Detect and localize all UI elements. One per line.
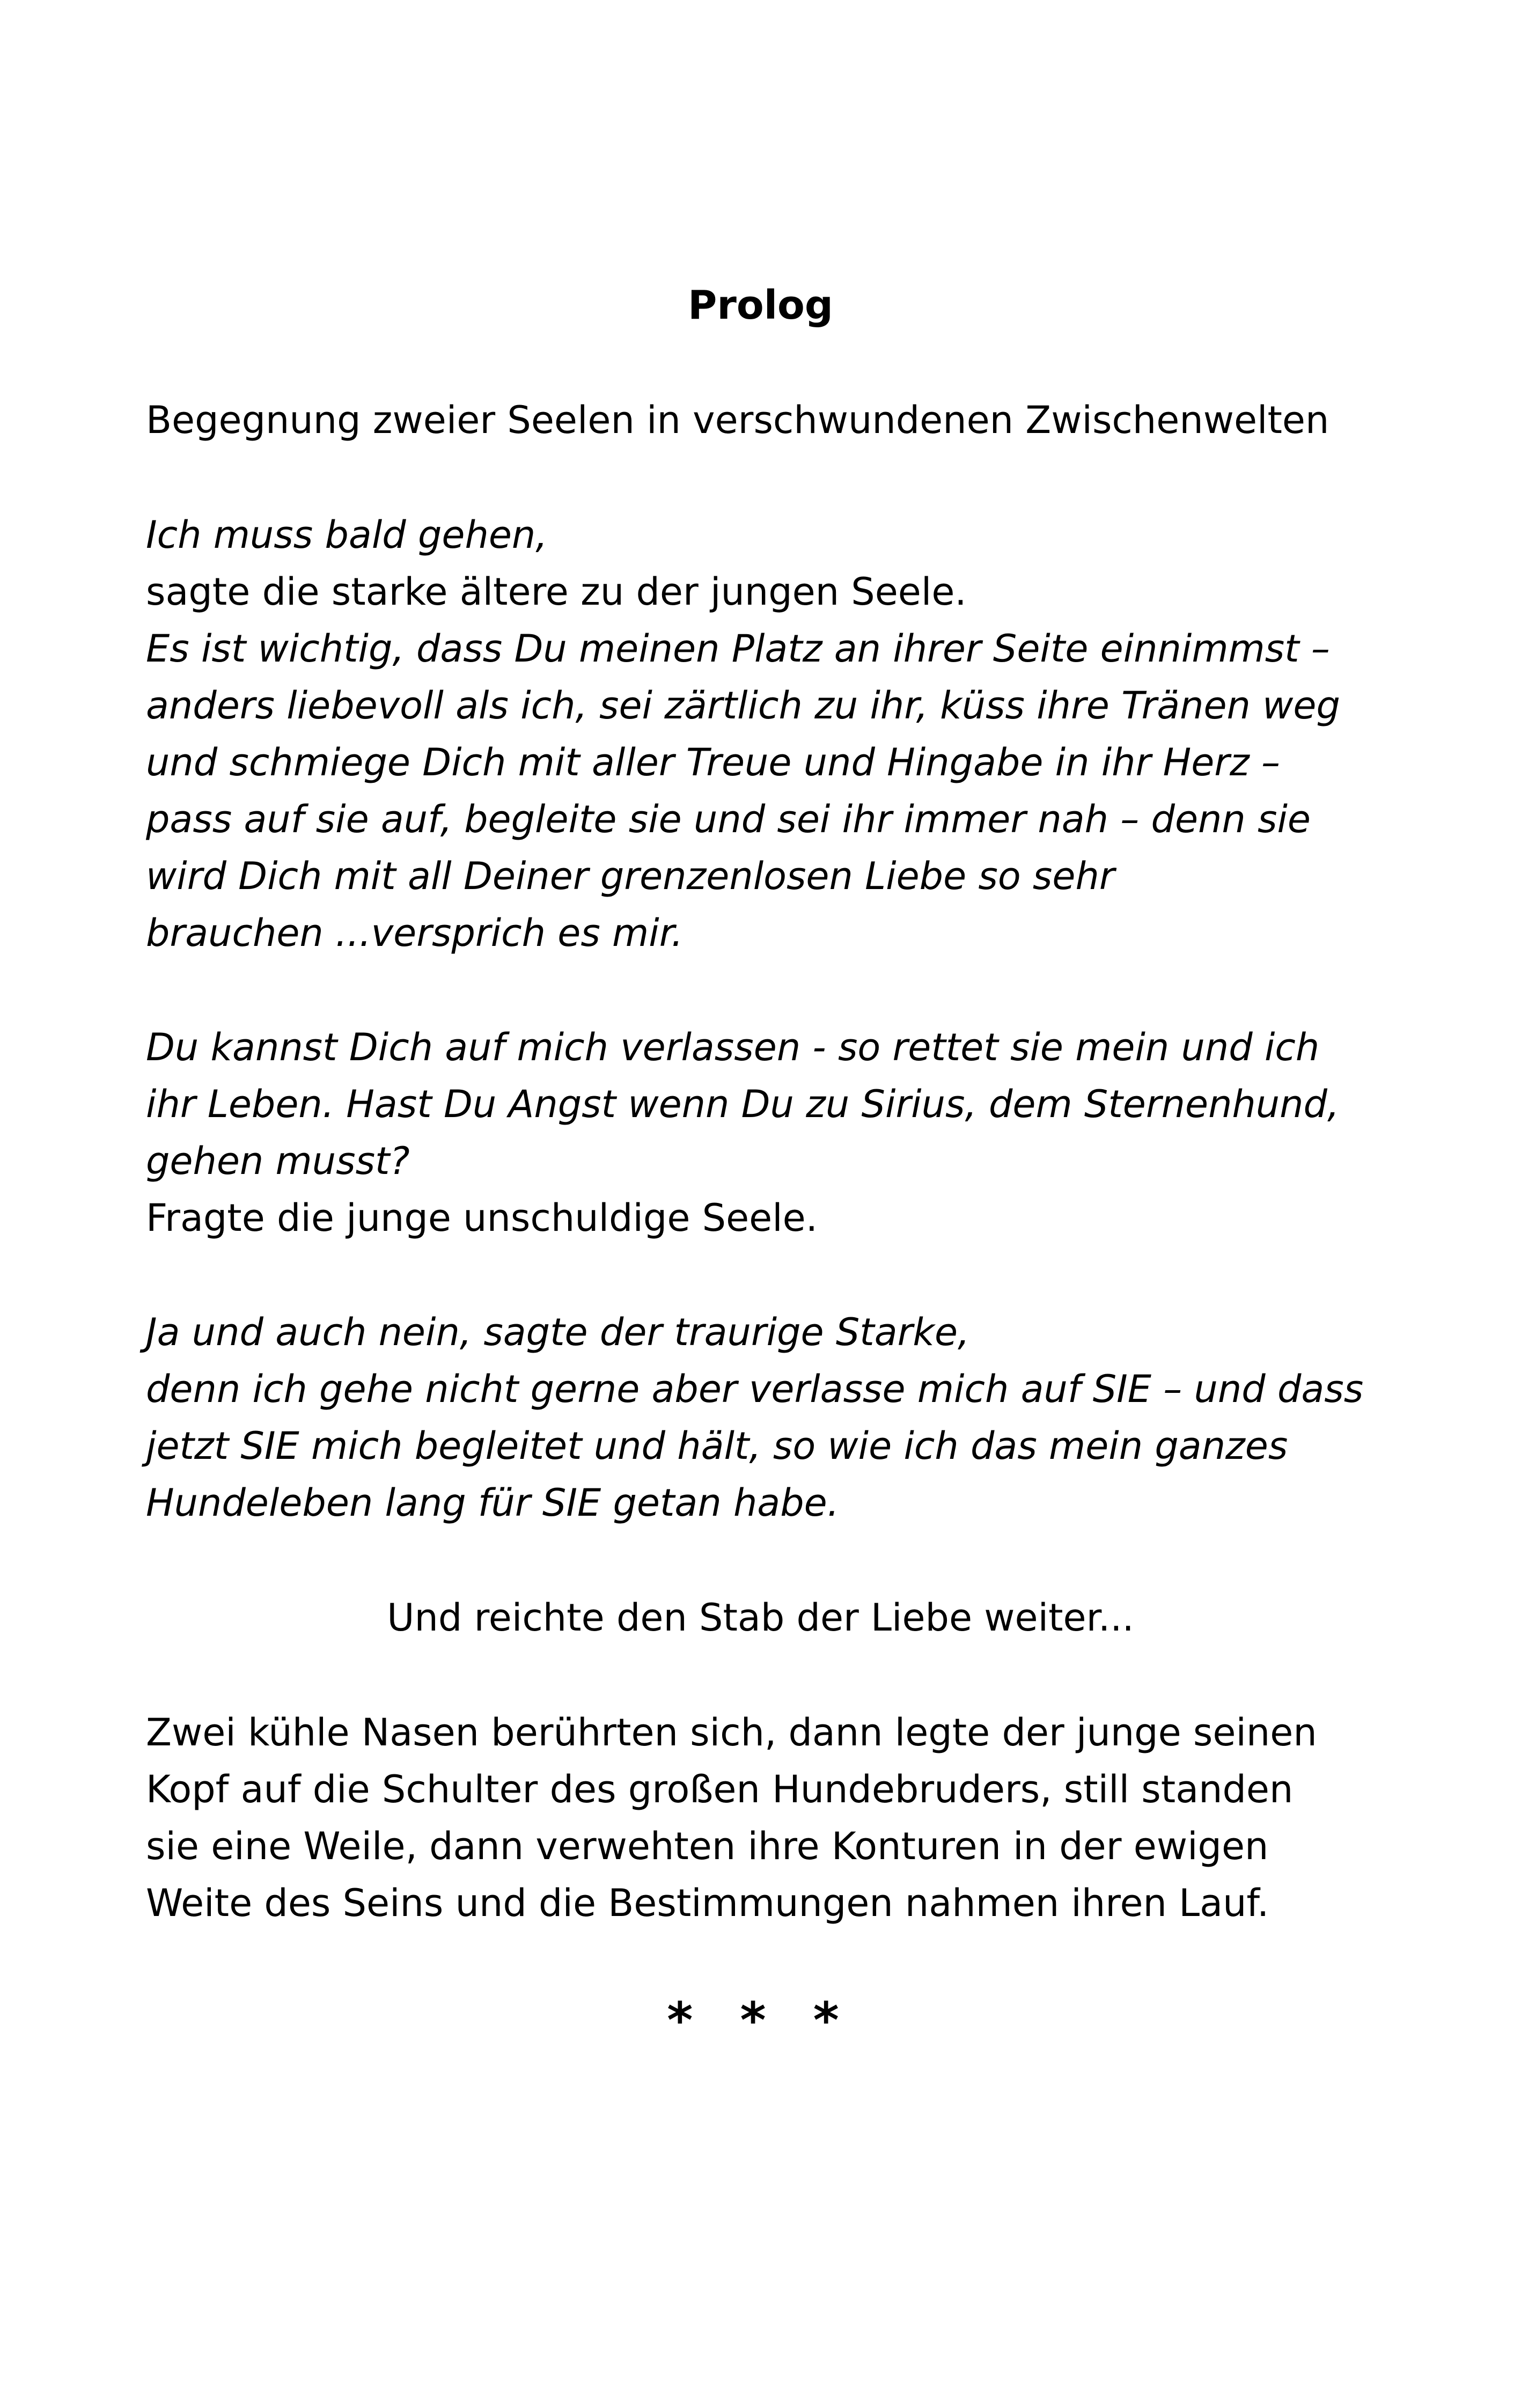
section-break: * * * [667,1992,854,2049]
text-line: sagte die starke ältere zu der jungen Seele. [146,570,967,614]
text-line: sie eine Weile, dann verwehten ihre Konturen in der ewigen [146,1824,1269,1868]
text-line: Hundeleben lang für SIE getan habe. [146,1481,839,1525]
text-line: jetzt SIE mich begleitet und hält, so wie ich das mein ganzes [146,1424,1288,1468]
text-line: gehen musst? [146,1139,410,1183]
text-line: ihr Leben. Hast Du Angst wenn Du zu Sirius, dem Sternenhund, [146,1082,1340,1126]
text-line: und schmiege Dich mit aller Treue und Hingabe in ihr Herz – [146,740,1281,784]
text-line: denn ich gehe nicht gerne aber verlasse mich auf SIE – und dass [146,1367,1364,1411]
text-line: Es ist wichtig, dass Du meinen Platz an ihrer Seite einnimmst – [146,627,1330,671]
page-title: Prolog [688,282,833,328]
text-line: Weite des Seins und die Bestimmungen nahmen ihren Lauf. [146,1881,1269,1925]
text-line: Du kannst Dich auf mich verlassen - so rettet sie mein und ich [146,1025,1320,1069]
text-line: Ja und auch nein, sagte der traurige Starke, [146,1310,970,1354]
text-line: wird Dich mit all Deiner grenzenlosen Liebe so sehr [146,854,1115,898]
subtitle: Begegnung zweier Seelen in verschwundenen Zwischenwelten [146,398,1329,442]
text-line: Fragte die junge unschuldige Seele. [146,1196,818,1240]
text-line: pass auf sie auf, begleite sie und sei ihr immer nah – denn sie [146,797,1311,841]
text-line: Kopf auf die Schulter des großen Hundebruders, still standen [146,1767,1294,1811]
text-line: anders liebevoll als ich, sei zärtlich zu ihr, küss ihre Tränen weg [146,684,1340,728]
text-line: Zwei kühle Nasen berührten sich, dann legte der junge seinen [146,1710,1317,1754]
text-line: brauchen ...versprich es mir. [146,911,684,955]
centered-line: Und reichte den Stab der Liebe weiter... [387,1596,1134,1640]
text-line: Ich muss bald gehen, [146,513,548,557]
